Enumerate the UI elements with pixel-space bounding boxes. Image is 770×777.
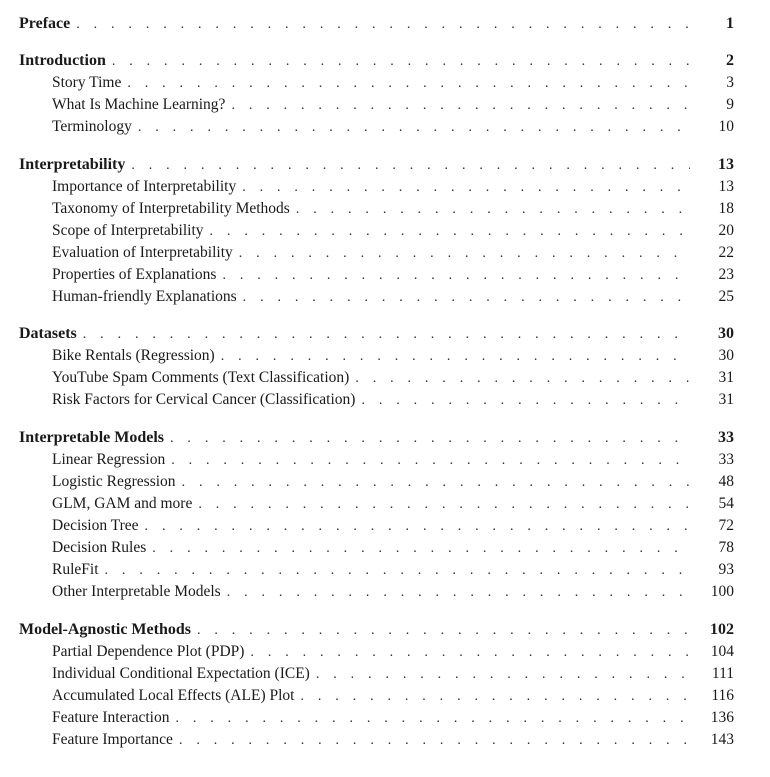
toc-page-number: 136 bbox=[710, 709, 734, 726]
toc-section-row[interactable] bbox=[0, 391, 770, 413]
toc-page-number: 100 bbox=[710, 583, 734, 600]
dot-leader bbox=[105, 563, 690, 579]
toc-section-row[interactable] bbox=[0, 583, 770, 605]
toc-section-title: Other Interpretable Models bbox=[52, 583, 221, 600]
toc-section-row[interactable] bbox=[0, 369, 770, 391]
toc-page-number: 104 bbox=[710, 643, 734, 660]
toc-section-row[interactable] bbox=[0, 266, 770, 288]
dot-leader bbox=[239, 246, 690, 262]
toc-section-row[interactable] bbox=[0, 687, 770, 709]
dot-leader bbox=[131, 158, 690, 174]
toc-page-number: 54 bbox=[718, 495, 734, 512]
toc-page-number: 25 bbox=[718, 288, 734, 305]
toc-section-title: Accumulated Local Effects (ALE) Plot bbox=[52, 687, 295, 704]
dot-leader bbox=[171, 453, 690, 469]
toc-section-title: Linear Regression bbox=[52, 451, 166, 468]
dot-leader bbox=[243, 290, 690, 306]
toc-page-number: 23 bbox=[718, 266, 734, 283]
toc-page-number: 102 bbox=[710, 621, 734, 638]
toc-section-title: RuleFit bbox=[52, 561, 99, 578]
toc-section-row[interactable] bbox=[0, 561, 770, 583]
dot-leader bbox=[250, 645, 690, 661]
toc-section-title: Importance of Interpretability bbox=[52, 178, 237, 195]
toc-page-number: 72 bbox=[718, 517, 734, 534]
toc-section-row[interactable] bbox=[0, 517, 770, 539]
dot-leader bbox=[355, 371, 690, 387]
toc-section-title: Feature Interaction bbox=[52, 709, 170, 726]
toc-page-number: 3 bbox=[726, 74, 734, 91]
toc-page-number: 13 bbox=[718, 178, 734, 195]
toc-section-title: Partial Dependence Plot (PDP) bbox=[52, 643, 245, 660]
toc-section-row[interactable] bbox=[0, 244, 770, 266]
toc-section-title: Individual Conditional Expectation (ICE) bbox=[52, 665, 310, 682]
toc-page-number: 13 bbox=[718, 156, 734, 173]
toc-section-title: Risk Factors for Cervical Cancer (Classification) bbox=[52, 391, 356, 408]
toc-section-row[interactable] bbox=[0, 473, 770, 495]
toc-section-title: Taxonomy of Interpretability Methods bbox=[52, 200, 290, 217]
dot-leader bbox=[175, 711, 690, 727]
toc-chapter-title: Preface bbox=[19, 15, 71, 32]
toc-chapter-title: Model-Agnostic Methods bbox=[19, 621, 191, 638]
toc-chapter-row[interactable] bbox=[0, 15, 770, 37]
toc-page-number: 33 bbox=[718, 451, 734, 468]
toc-section-title: Logistic Regression bbox=[52, 473, 176, 490]
toc-section-title: What Is Machine Learning? bbox=[52, 96, 226, 113]
toc-page-number: 30 bbox=[718, 325, 734, 342]
dot-leader bbox=[127, 76, 690, 92]
toc-section-title: Properties of Explanations bbox=[52, 266, 217, 283]
dot-leader bbox=[179, 733, 690, 749]
dot-leader bbox=[221, 349, 690, 365]
toc-section-title: Decision Rules bbox=[52, 539, 147, 556]
toc-page-number: 116 bbox=[711, 687, 734, 704]
toc-chapter-row[interactable] bbox=[0, 621, 770, 643]
toc-page-number: 1 bbox=[726, 15, 734, 32]
toc-section-row[interactable] bbox=[0, 74, 770, 96]
toc-section-row[interactable] bbox=[0, 495, 770, 517]
dot-leader bbox=[296, 202, 690, 218]
dot-leader bbox=[231, 98, 690, 114]
dot-leader bbox=[210, 224, 690, 240]
dot-leader bbox=[198, 497, 690, 513]
toc-page-number: 48 bbox=[718, 473, 734, 490]
toc-section-title: Decision Tree bbox=[52, 517, 139, 534]
toc-page-number: 9 bbox=[726, 96, 734, 113]
dot-leader bbox=[182, 475, 690, 491]
toc-section-title: Story Time bbox=[52, 74, 122, 91]
toc-section-title: Bike Rentals (Regression) bbox=[52, 347, 215, 364]
dot-leader bbox=[222, 268, 690, 284]
toc-page-number: 2 bbox=[726, 52, 734, 69]
toc-section-title: YouTube Spam Comments (Text Classification) bbox=[52, 369, 350, 386]
dot-leader bbox=[83, 327, 690, 343]
toc-section-row[interactable] bbox=[0, 178, 770, 200]
dot-leader bbox=[112, 54, 690, 70]
toc-section-row[interactable] bbox=[0, 665, 770, 687]
toc-section-title: Human-friendly Explanations bbox=[52, 288, 237, 305]
dot-leader bbox=[316, 667, 690, 683]
toc-section-row[interactable] bbox=[0, 288, 770, 310]
toc-page-number: 10 bbox=[718, 118, 734, 135]
dot-leader bbox=[76, 17, 690, 33]
toc-page-number: 33 bbox=[718, 429, 734, 446]
toc-page-number: 93 bbox=[718, 561, 734, 578]
toc-page-number: 22 bbox=[718, 244, 734, 261]
toc-section-row[interactable] bbox=[0, 96, 770, 118]
toc-section-row[interactable] bbox=[0, 709, 770, 731]
dot-leader bbox=[197, 623, 690, 639]
toc-chapter-title: Interpretability bbox=[19, 156, 126, 173]
toc-section-row[interactable] bbox=[0, 731, 770, 753]
toc-section-title: Evaluation of Interpretability bbox=[52, 244, 233, 261]
toc-section-row[interactable] bbox=[0, 451, 770, 473]
toc-page-number: 78 bbox=[718, 539, 734, 556]
toc-section-title: Scope of Interpretability bbox=[52, 222, 204, 239]
dot-leader bbox=[227, 585, 690, 601]
dot-leader bbox=[242, 180, 690, 196]
toc-page-number: 20 bbox=[718, 222, 734, 239]
toc-chapter-title: Datasets bbox=[19, 325, 77, 342]
toc-section-row[interactable] bbox=[0, 347, 770, 369]
toc-section-row[interactable] bbox=[0, 200, 770, 222]
toc-page-number: 31 bbox=[718, 369, 734, 386]
toc-section-row[interactable] bbox=[0, 643, 770, 665]
dot-leader bbox=[145, 519, 690, 535]
toc-chapter-row[interactable] bbox=[0, 52, 770, 74]
toc-chapter-row[interactable] bbox=[0, 156, 770, 178]
toc-section-title: Feature Importance bbox=[52, 731, 173, 748]
dot-leader bbox=[300, 689, 690, 705]
toc-page-number: 18 bbox=[718, 200, 734, 217]
toc-chapter-row[interactable] bbox=[0, 325, 770, 347]
toc-chapter-title: Introduction bbox=[19, 52, 106, 69]
toc-page-number: 111 bbox=[711, 665, 734, 682]
toc-page-number: 30 bbox=[718, 347, 734, 364]
toc-section-row[interactable] bbox=[0, 118, 770, 140]
dot-leader bbox=[361, 393, 690, 409]
toc-page-number: 31 bbox=[718, 391, 734, 408]
toc-section-row[interactable] bbox=[0, 539, 770, 561]
toc-section-title: Terminology bbox=[52, 118, 132, 135]
toc-chapter-row[interactable] bbox=[0, 429, 770, 451]
dot-leader bbox=[170, 431, 690, 447]
dot-leader bbox=[138, 120, 690, 136]
dot-leader bbox=[152, 541, 690, 557]
toc-chapter-title: Interpretable Models bbox=[19, 429, 165, 446]
toc-section-row[interactable] bbox=[0, 222, 770, 244]
toc-page-number: 143 bbox=[710, 731, 734, 748]
toc-section-title: GLM, GAM and more bbox=[52, 495, 193, 512]
